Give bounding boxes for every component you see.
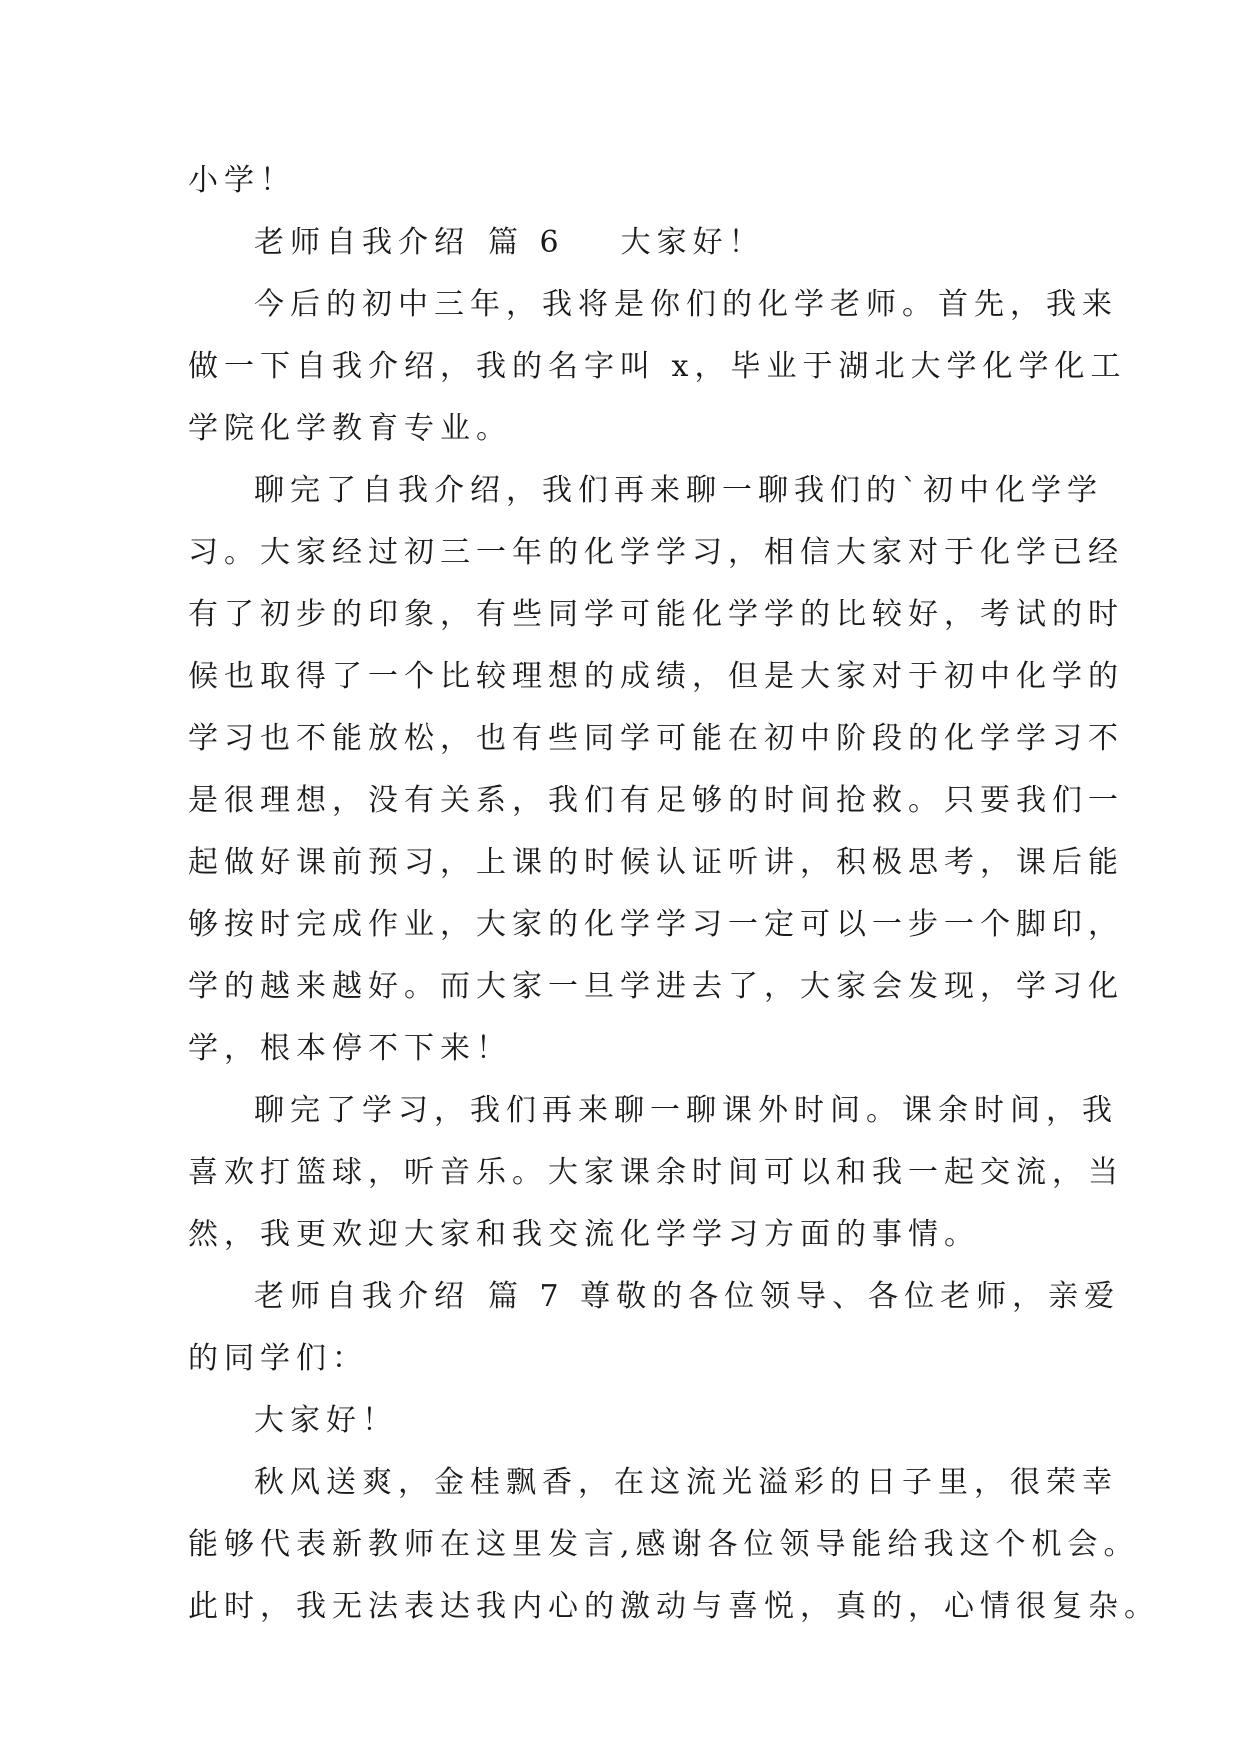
text-line: 此时，我无法表达我内心的激动与喜悦，真的，心情很复杂。 bbox=[188, 1589, 1160, 1624]
text-line: 够按时完成作业，大家的化学学习一定可以一步一个脚印， bbox=[188, 907, 1124, 942]
text-line: 学院化学教育专业。 bbox=[188, 411, 512, 446]
text-line: 习。大家经过初三一年的化学学习，相信大家对于化学已经 bbox=[188, 535, 1124, 570]
text-line: 做一下自我介绍，我的名字叫 x，毕业于湖北大学化学化工 bbox=[188, 349, 1127, 384]
text-line: 小学！ bbox=[188, 163, 296, 198]
text-line: 喜欢打篮球，听音乐。大家课余时间可以和我一起交流，当 bbox=[188, 1155, 1124, 1190]
text-line: 然，我更欢迎大家和我交流化学学习方面的事情。 bbox=[188, 1217, 980, 1252]
heading-title: 老师自我介绍 bbox=[254, 225, 470, 260]
text-line: 起做好课前预习，上课的时候认证听讲，积极思考，课后能 bbox=[188, 845, 1124, 880]
text-line: 大家好！ bbox=[254, 1403, 398, 1438]
text-line: 聊完了学习，我们再来聊一聊课外时间。课余时间，我 bbox=[254, 1093, 1118, 1128]
text-line: 学，根本停不下来！ bbox=[188, 1031, 512, 1066]
text-line: 学习也不能放松，也有些同学可能在初中阶段的化学学习不 bbox=[188, 721, 1124, 756]
document-page bbox=[188, 150, 1160, 1638]
heading-text: 篇 7 尊敬的各位领导、各位老师，亲爱 bbox=[488, 1279, 1121, 1314]
text-line: 是很理想，没有关系，我们有足够的时间抢救。只要我们一 bbox=[188, 783, 1124, 818]
section-heading-7 bbox=[188, 1266, 1121, 1328]
text-line: 有了初步的印象，有些同学可能化学学的比较好，考试的时 bbox=[188, 597, 1124, 632]
text-line: 今后的初中三年，我将是你们的化学老师。首先，我来 bbox=[254, 287, 1118, 322]
text-line: 秋风送爽，金桂飘香，在这流光溢彩的日子里，很荣幸 bbox=[254, 1465, 1118, 1500]
greeting: 大家好！ bbox=[620, 225, 765, 260]
heading-number: 篇 6 bbox=[488, 225, 565, 260]
text-line: 聊完了自我介绍，我们再来聊一聊我们的`初中化学学 bbox=[254, 473, 1103, 508]
text-line: 候也取得了一个比较理想的成绩，但是大家对于初中化学的 bbox=[188, 659, 1124, 694]
section-heading-6 bbox=[188, 212, 1058, 274]
heading-title: 老师自我介绍 bbox=[254, 1279, 470, 1314]
text-line: 学的越来越好。而大家一旦学进去了，大家会发现，学习化 bbox=[188, 969, 1124, 1004]
text-line: 的同学们： bbox=[188, 1341, 368, 1376]
text-line: 能够代表新教师在这里发言,感谢各位领导能给我这个机会。 bbox=[188, 1527, 1140, 1562]
